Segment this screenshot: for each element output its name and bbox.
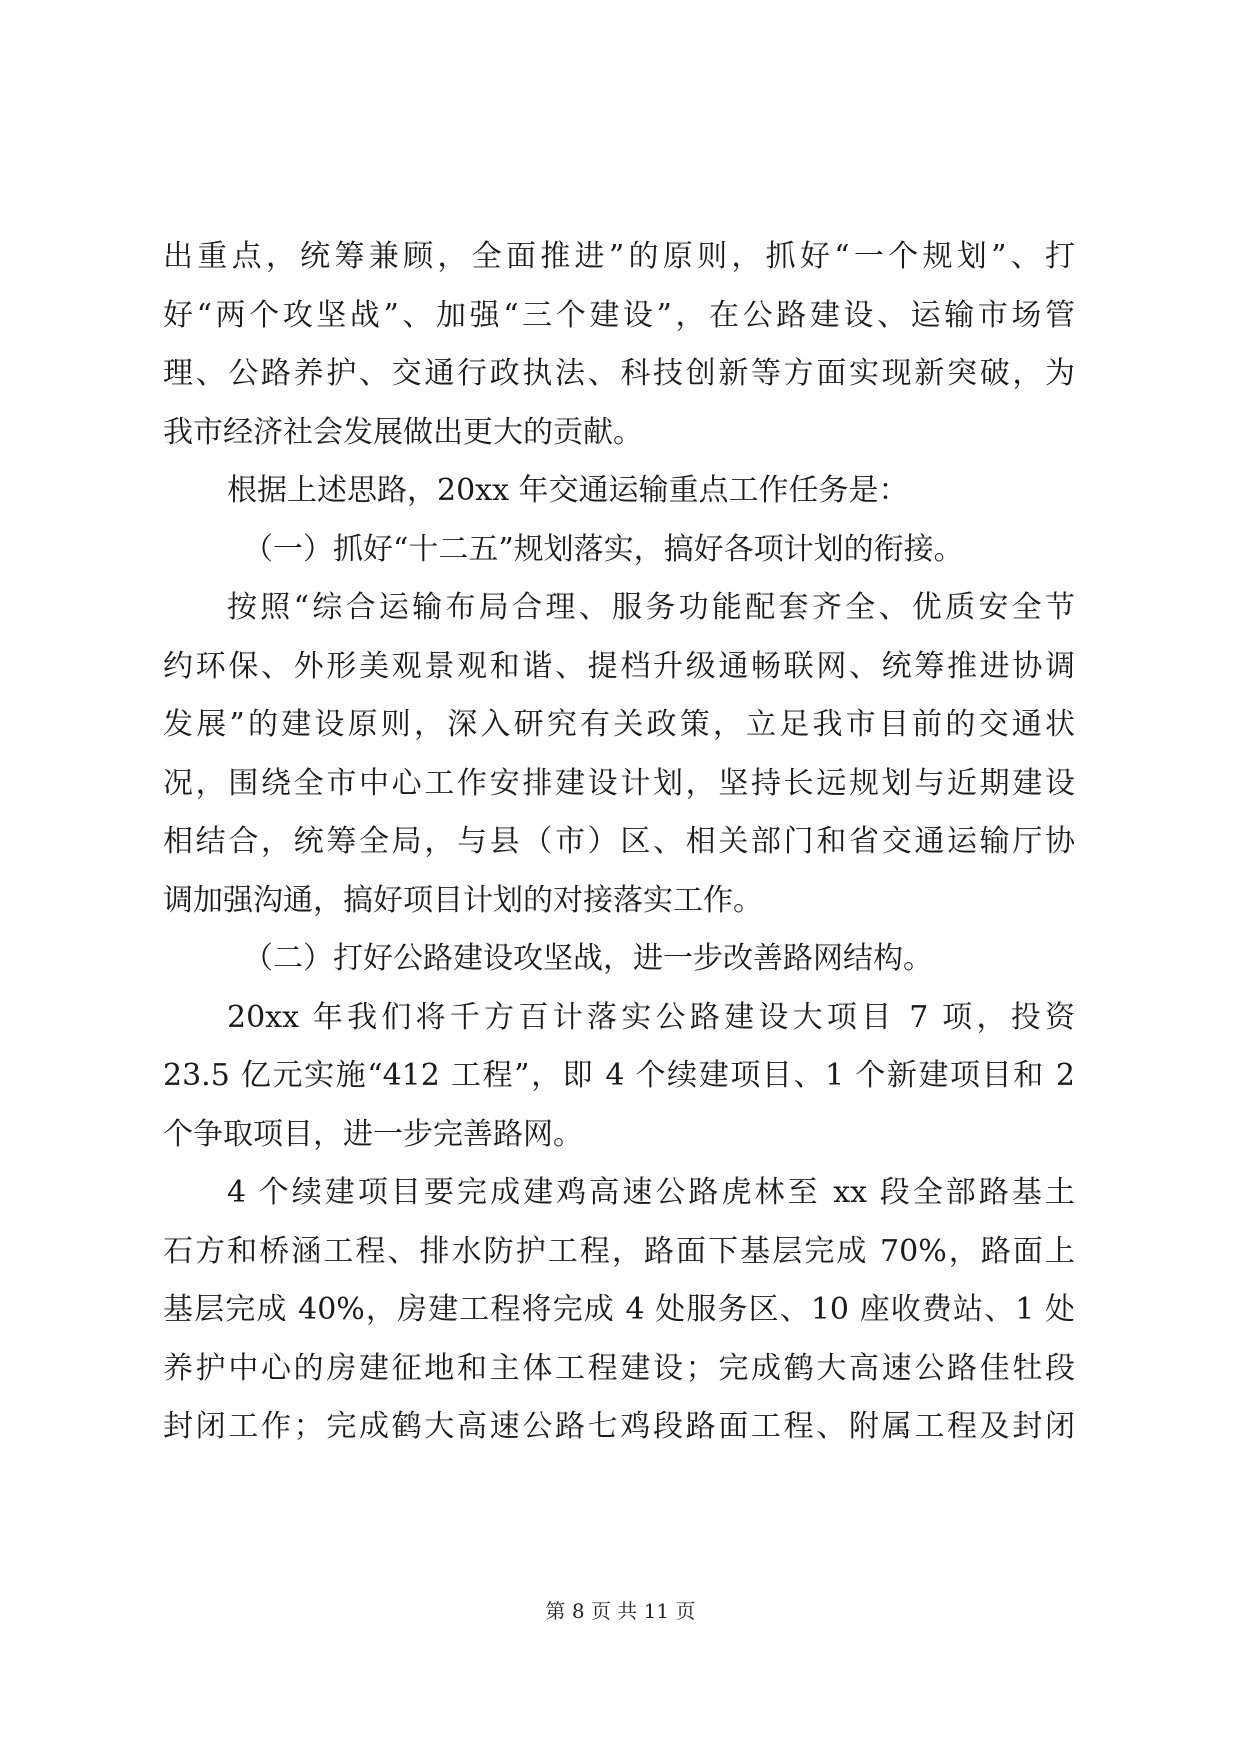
text-line: 我市经济社会发展做出更大的贡献。 xyxy=(163,414,643,450)
page-number-footer: 第 8 页 共 11 页 xyxy=(545,1599,696,1623)
text-line: 4 个续建项目要完成建鸡高速公路虎林至 xx 段全部路基土 xyxy=(227,1175,1075,1210)
text-line: 个争取项目，进一步完善路网。 xyxy=(163,1116,583,1152)
text-line: 23.5 亿元实施“412 工程”，即 4 个续建项目、1 个新建项目和 2 xyxy=(163,1058,1075,1093)
text-line: 基层完成 40%，房建工程将完成 4 处服务区、10 座收费站、1 处 xyxy=(163,1292,1075,1327)
text-line: 约环保、外形美观景观和谐、提档升级通畅联网、统筹推进协调 xyxy=(163,648,1075,684)
text-line: 根据上述思路，20xx 年交通运输重点工作任务是： xyxy=(227,473,909,508)
section-heading: （二）打好公路建设攻坚战，进一步改善路网结构。 xyxy=(243,941,933,976)
text-line: 养护中心的房建征地和主体工程建设；完成鹤大高速公路佳牡段 xyxy=(163,1350,1075,1386)
text-line: 石方和桥涵工程、排水防护工程，路面下基层完成 70%，路面上 xyxy=(163,1233,1075,1269)
text-line: 理、公路养护、交通行政执法、科技创新等方面实现新突破，为 xyxy=(163,356,1075,391)
text-line: 况，围绕全市中心工作安排建设计划，坚持长远规划与近期建设 xyxy=(163,765,1075,801)
section-heading: （一）抓好“十二五”规划落实，搞好各项计划的衔接。 xyxy=(243,531,964,567)
text-line: 调加强沟通，搞好项目计划的对接落实工作。 xyxy=(163,882,763,918)
text-line: 封闭工作；完成鹤大高速公路七鸡段路面工程、附属工程及封闭 xyxy=(163,1409,1075,1444)
text-line: 按照“综合运输布局合理、服务功能配套齐全、优质安全节 xyxy=(227,590,1075,625)
text-line: 相结合，统筹全局，与县（市）区、相关部门和省交通运输厅协 xyxy=(163,824,1075,859)
body-text xyxy=(163,228,1075,1457)
text-line: 好“两个攻坚战”、加强“三个建设”，在公路建设、运输市场管 xyxy=(163,297,1075,333)
text-line: 出重点，统筹兼顾，全面推进”的原则，抓好“一个规划”、打 xyxy=(163,239,1075,274)
text-line: 发展”的建设原则，深入研究有关政策，立足我市目前的交通状 xyxy=(163,707,1075,742)
text-line: 20xx 年我们将千方百计落实公路建设大项目 7 项，投资 xyxy=(227,999,1075,1035)
